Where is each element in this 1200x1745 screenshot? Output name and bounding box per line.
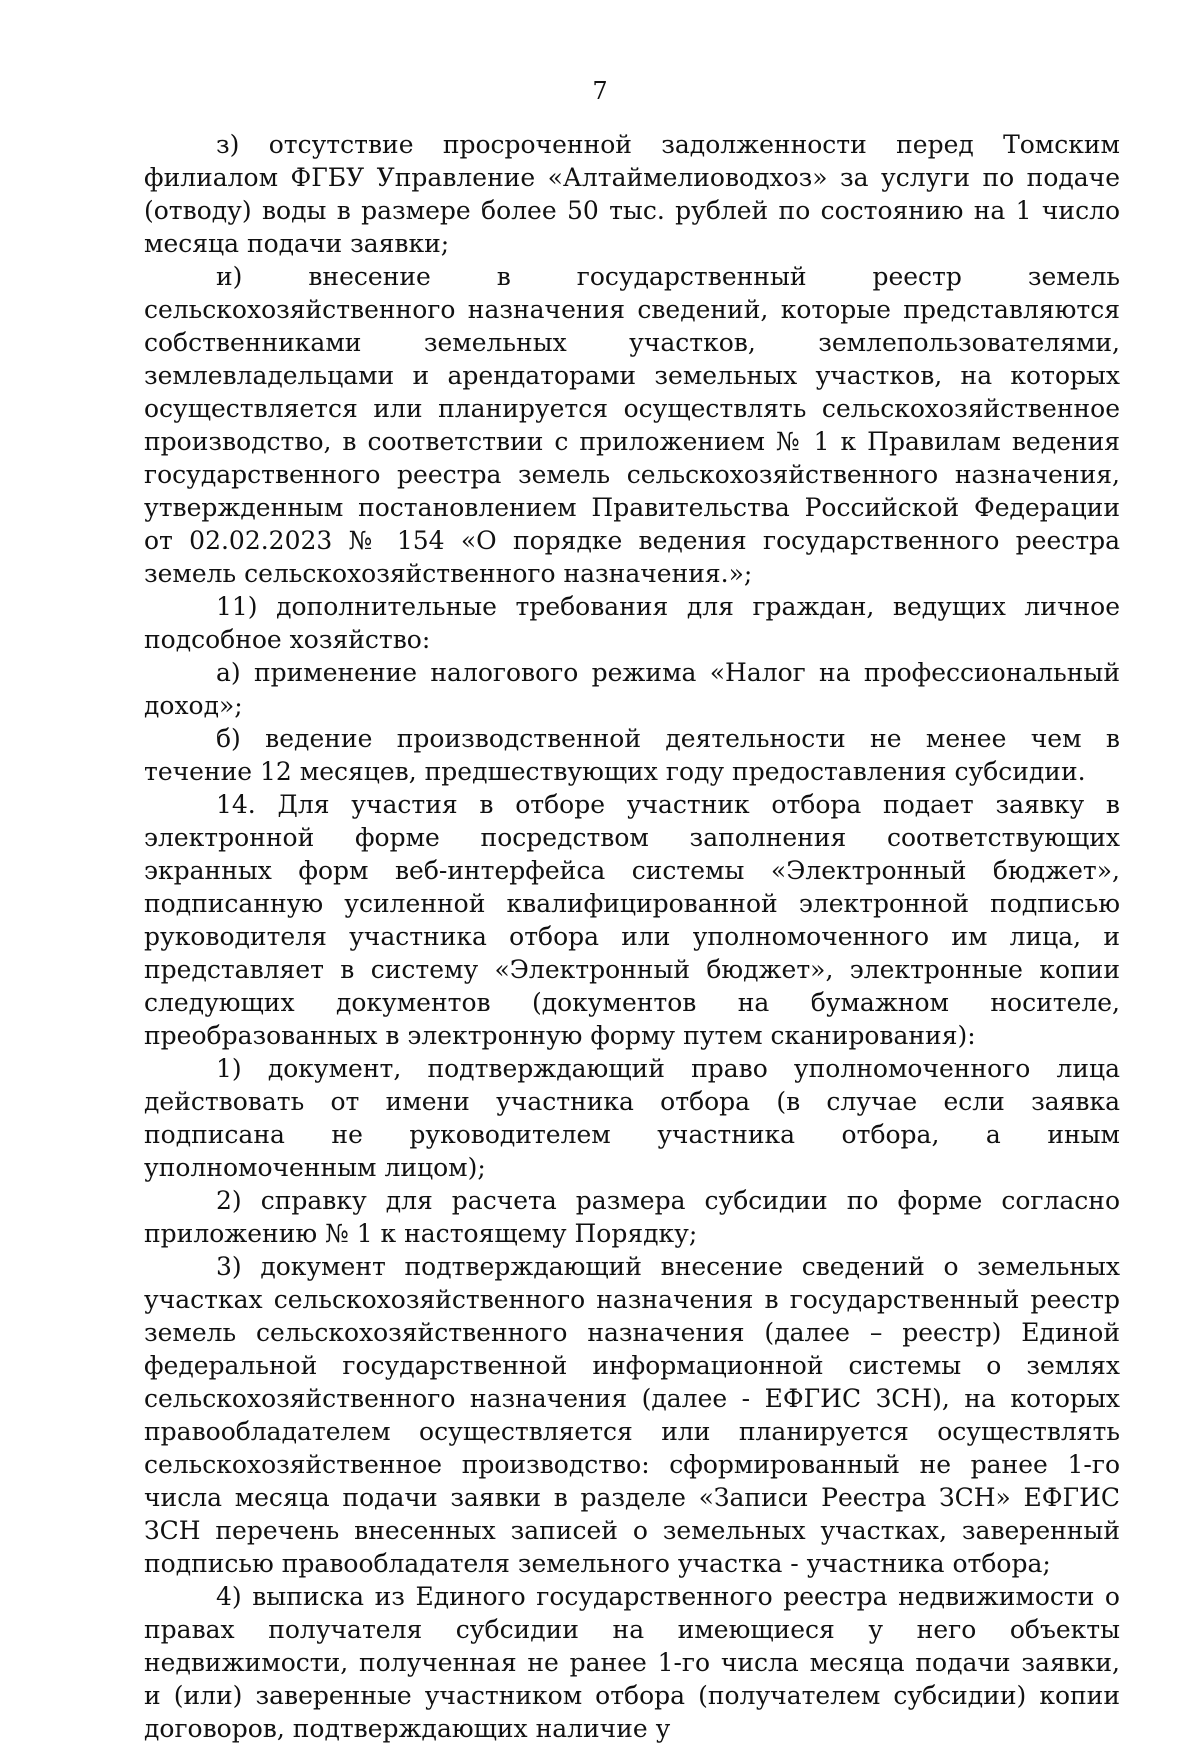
paragraph-doc-4: 4) выписка из Единого государственного реестра недвижимости о правах получателя субсидии на имеющиеся у него объекты недвижимости, полученная не ранее 1-го числа месяца подачи заявки, и (или) заверенные участником отбора (получателем субсидии) копии договоров, подтверждающих наличие у bbox=[144, 1582, 1120, 1743]
paragraph-doc-2: 2) справку для расчета размера субсидии по форме согласно приложению № 1 к настоящему Порядку; bbox=[144, 1186, 1120, 1248]
paragraph-11: 11) дополнительные требования для граждан, ведущих личное подсобное хозяйство: bbox=[144, 592, 1120, 654]
document-body bbox=[144, 128, 1120, 1745]
page-number: 7 bbox=[592, 77, 608, 105]
paragraph-item-z: з) отсутствие просроченной задолженности перед Томским филиалом ФГБУ Управление «Алтаймелиоводхоз» за услуги по подаче (отводу) воды в размере более 50 тыс. рублей по состоянию на 1 число месяца подачи заявки; bbox=[144, 130, 1120, 258]
paragraph-item-i: и) внесение в государственный реестр земель сельскохозяйственного назначения сведений, которые представляются собственниками земельных участков, землепользователями, землевладельцами и арендаторами земельных участков, на которых осуществляется или планируется осуществлять сельскохозяйственное производство, в соответствии с приложением № 1 к Правилам ведения государственного реестра земель сельскохозяйственного назначения, утвержденным постановлением Правительства Российской Федерации от 02.02.2023 № 154 «О порядке ведения государственного реестра земель сельскохозяйственного назначения.»; bbox=[144, 262, 1120, 588]
paragraph-14: 14. Для участия в отборе участник отбора подает заявку в электронной форме посредством заполнения соответствующих экранных форм веб-интерфейса системы «Электронный бюджет», подписанную усиленной квалифицированной электронной подписью руководителя участника отбора или уполномоченного им лица, и представляет в систему «Электронный бюджет», электронные копии следующих документов (документов на бумажном носителе, преобразованных в электронную форму путем сканирования): bbox=[144, 790, 1120, 1050]
paragraph-doc-3: 3) документ подтверждающий внесение сведений о земельных участках сельскохозяйственного назначения в государственный реестр земель сельскохозяйственного назначения (далее – реестр) Единой федеральной государственной информационной системы о землях сельскохозяйственного назначения (далее - ЕФГИС ЗСН), на которых правообладателем осуществляется или планируется осуществлять сельскохозяйственное производство: сформированный не ранее 1-го числа месяца подачи заявки в разделе «Записи Реестра ЗСН» ЕФГИС ЗСН перечень внесенных записей о земельных участках, заверенный подписью правообладателя земельного участка - участника отбора; bbox=[144, 1252, 1120, 1578]
paragraph-doc-1: 1) документ, подтверждающий право уполномоченного лица действовать от имени участника отбора (в случае если заявка подписана не руководителем участника отбора, а иным уполномоченным лицом); bbox=[144, 1054, 1120, 1182]
paragraph-item-b: б) ведение производственной деятельности не менее чем в течение 12 месяцев, предшествующих году предоставления субсидии. bbox=[144, 724, 1120, 786]
paragraph-item-a: а) применение налогового режима «Налог на профессиональный доход»; bbox=[144, 658, 1120, 720]
